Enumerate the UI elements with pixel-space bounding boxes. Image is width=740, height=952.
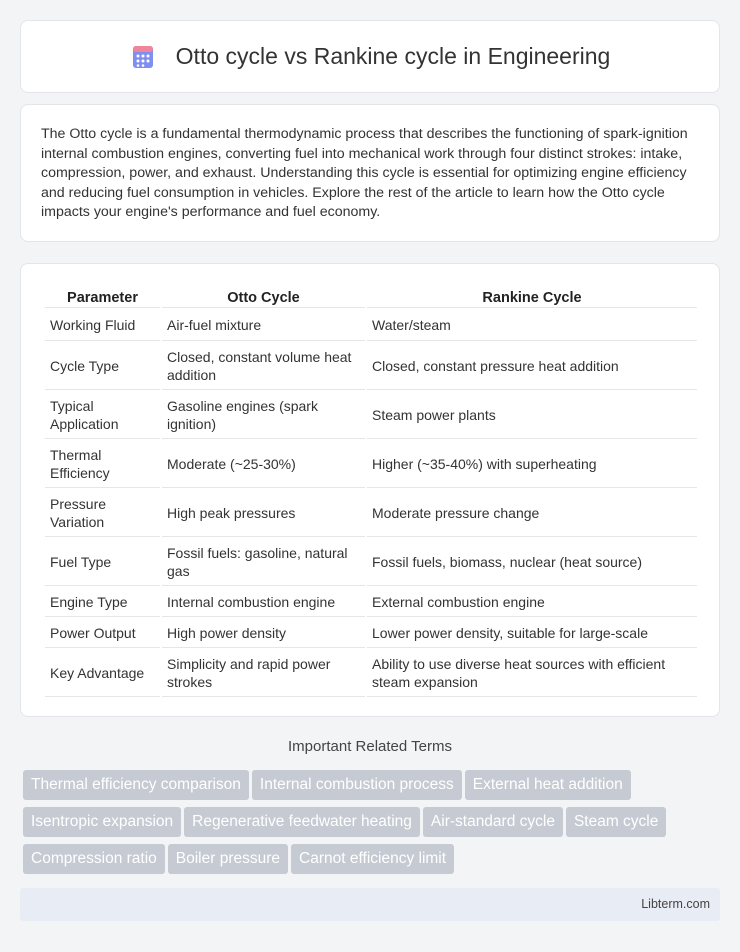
page-title: Otto cycle vs Rankine cycle in Engineering <box>175 43 611 69</box>
related-terms-title: Important Related Terms <box>288 738 452 755</box>
table-row <box>45 343 697 390</box>
intro-card <box>20 104 720 242</box>
related-term-tag[interactable]: External heat addition <box>465 770 631 800</box>
table-cell: Typical Application <box>45 392 160 439</box>
table-cell: Fossil fuels, biomass, nuclear (heat source) <box>367 539 697 586</box>
table-cell: Fossil fuels: gasoline, natural gas <box>162 539 365 586</box>
table-cell: External combustion engine <box>367 588 697 617</box>
footer-site-link[interactable]: Libterm.com <box>641 897 710 911</box>
footer <box>20 888 720 921</box>
column-header: Rankine Cycle <box>367 286 697 308</box>
column-header: Otto Cycle <box>162 286 365 308</box>
column-header: Parameter <box>45 286 160 308</box>
related-term-tag[interactable]: Air-standard cycle <box>423 807 563 837</box>
table-row <box>45 392 697 439</box>
table-cell: High power density <box>162 619 365 648</box>
table-cell: Moderate (~25-30%) <box>162 441 365 488</box>
table-cell: High peak pressures <box>162 490 365 537</box>
table-cell: Steam power plants <box>367 392 697 439</box>
table-cell: Higher (~35-40%) with superheating <box>367 441 697 488</box>
intro-paragraph: The Otto cycle is a fundamental thermodynamic process that describes the functioning of spark-ignition internal combustion engines, converting fuel into mechanical work through four distinct strokes: intake, compression, power, and exhaust. Understanding this cycle is essential for optimizing engine efficiency and reducing fuel consumption in vehicles. Explore the rest of the article to learn how the Otto cycle impacts your engine's performance and fuel economy. <box>41 126 688 220</box>
table-cell: Closed, constant volume heat addition <box>162 343 365 390</box>
related-terms-list <box>23 770 723 881</box>
table-row <box>45 490 697 537</box>
related-term-tag[interactable]: Internal combustion process <box>252 770 462 800</box>
table-row <box>45 588 697 617</box>
document-list-icon <box>130 44 156 70</box>
table-header-row <box>45 286 697 308</box>
related-term-tag[interactable]: Compression ratio <box>23 844 165 874</box>
comparison-table-card <box>20 263 720 717</box>
related-term-tag[interactable]: Regenerative feedwater heating <box>184 807 420 837</box>
table-cell: Closed, constant pressure heat addition <box>367 343 697 390</box>
related-term-tag[interactable]: Carnot efficiency limit <box>291 844 454 874</box>
table-row <box>45 441 697 488</box>
table-cell: Thermal Efficiency <box>45 441 160 488</box>
table-cell: Simplicity and rapid power strokes <box>162 650 365 697</box>
table-cell: Key Advantage <box>45 650 160 697</box>
table-cell: Moderate pressure change <box>367 490 697 537</box>
table-cell: Gasoline engines (spark ignition) <box>162 392 365 439</box>
table-cell: Cycle Type <box>45 343 160 390</box>
title-card <box>20 20 720 93</box>
table-row <box>45 650 697 697</box>
table-cell: Air-fuel mixture <box>162 310 365 341</box>
table-row <box>45 619 697 648</box>
table-cell: Fuel Type <box>45 539 160 586</box>
table-cell: Lower power density, suitable for large-scale <box>367 619 697 648</box>
table-cell: Power Output <box>45 619 160 648</box>
table-cell: Ability to use diverse heat sources with efficient steam expansion <box>367 650 697 697</box>
table-cell: Pressure Variation <box>45 490 160 537</box>
table-row <box>45 310 697 341</box>
related-term-tag[interactable]: Thermal efficiency comparison <box>23 770 249 800</box>
table-cell: Internal combustion engine <box>162 588 365 617</box>
table-cell: Working Fluid <box>45 310 160 341</box>
table-row <box>45 539 697 586</box>
comparison-table <box>43 284 699 699</box>
related-term-tag[interactable]: Boiler pressure <box>168 844 288 874</box>
related-term-tag[interactable]: Isentropic expansion <box>23 807 181 837</box>
table-cell: Water/steam <box>367 310 697 341</box>
table-cell: Engine Type <box>45 588 160 617</box>
related-term-tag[interactable]: Steam cycle <box>566 807 666 837</box>
